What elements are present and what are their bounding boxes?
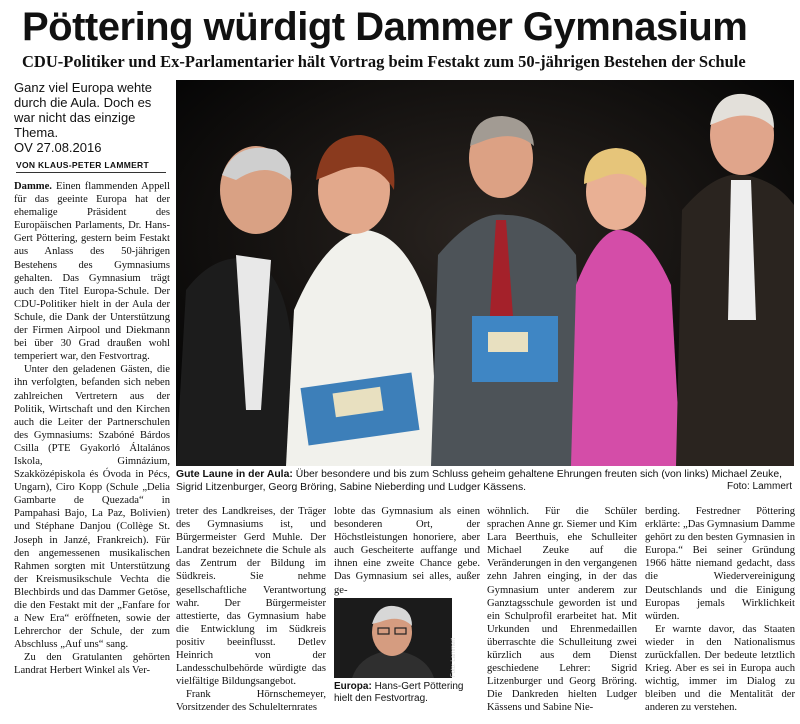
portrait-photo	[334, 598, 457, 678]
article-column-4	[487, 505, 637, 715]
paragraph: berding. Festredner Pöttering erklärte: „Das Gymnasium Damme gehört zu den besten Gymnasien in Europa.“ Bei seiner Gründung 1966 hätte niemand gedacht, dass die Wiedervereinigung Deutschlands und die Einigung Europas jemals Wirklichkeit würden.	[645, 506, 795, 622]
paragraph: wöhnlich. Für die Schüler sprachen Anne gr. Siemer und Kim Lara Beerthuis, ehe Schulleiter Michael Zeuke auf die Veränderungen in den vergangenen zehn Jahren einging, in der das Gymnasium unter anderem zur Ganztagsschule geworden ist und ein Schulprofil erarbeitet hat. Mit Urkunden und Ehrenmedaillen überraschte die Schulleitung zwei kürzlich aus dem Dienst geschiedene Lehrer: Sigrid Litzenburger und Georg Bröring. Die Dankreden hielten Ludger Kässens und Sabine Nie-	[487, 506, 637, 714]
article-column-1	[14, 180, 170, 678]
paragraph: treter des Landkreises, der Träger des Gymnasiums ist, und Bürgermeister Gerd Muhle. Der Landrat bezeichnete die Schule als das Zentrum der Bildung im Südkreis. Sie nehme gesellschaftliche Verantwortung wahr. Der Bürgermeister attestierte, das Gymnasium habe die Entwicklung im Südkreis positiv beeinflusst. Detlev Heinrich von der Landesschulbehörde würdigte das vielfältige Bildungsangebot.	[176, 506, 326, 688]
photo-caption	[176, 468, 794, 494]
byline: VON KLAUS-PETER LAMMERT	[16, 160, 149, 170]
byline-divider	[16, 172, 166, 173]
portrait-caption-text: Hans-Gert Pöttering hielt den Festvortrag.	[334, 681, 464, 704]
headline: Pöttering würdigt Dammer Gymnasium	[22, 5, 748, 49]
handwritten-note	[14, 80, 174, 155]
group-photo	[176, 80, 794, 466]
note-date: OV 27.08.2016	[14, 140, 102, 155]
paragraph: lobte das Gymnasium als einen besonderen Ort, der Höchstleistungen honoriere, aber auch Gescheiterte auffange und ihnen eine zweite Chance gebe. Das Gymnasium sei alles, außer ge-	[334, 506, 480, 596]
paragraph: Zu den Gratulanten gehörten Landrat Herbert Winkel als Ver-	[14, 652, 170, 677]
paragraph: Er warnte davor, das Staaten wieder in den Nationalismus zurückfallen. Der bedeute letztlich Krieg. Aber es sei in Europa auch wichtig, immer im Dialog zu bleiben und die Mentalität der anderen zu verstehen.	[645, 623, 795, 714]
note-text: Ganz viel Europa wehte durch die Aula. Doch es war nicht das einzige Thema.	[14, 80, 153, 140]
subheadline: CDU-Politiker und Ex-Parlamentarier hält Vortrag beim Festakt zum 50-jährigen Bestehen der Schule	[22, 52, 746, 71]
article-column-3	[334, 505, 480, 597]
portrait-caption	[334, 681, 480, 705]
portrait-caption-lead: Europa:	[334, 681, 372, 692]
paragraph: Frank Hörnschemeyer, Vorsitzender des Schulelternrates	[176, 689, 326, 714]
photo-credit: Foto: Lammert	[726, 481, 792, 492]
dateline: Damme.	[14, 181, 52, 192]
article-column-2	[176, 505, 326, 715]
article-column-5	[645, 505, 795, 715]
portrait-credit: Foto: Lammert	[451, 638, 457, 678]
paragraph: Einen flammenden Appell für das geeinte Europa hat der ehemalige Präsident des Europäischen Parlaments, Dr. Hans-Gert Pöttering, gestern beim Festakt aus Anlass des 50-jährigen Bestehens des Gymnasiums gehalten. Das Gymnasium trägt auch den Titel Europa-Schule. Der CDU-Politiker hielt in der Aula der Schule, die Dank der Unterstützung der Firmen Airpool und Diekmann bei über 30 Grad draußen wohl temperiert war, den Festvortrag.	[14, 181, 170, 363]
paragraph: Unter den geladenen Gästen, die ihn verfolgten, befanden sich neben zahlreichen Vertretern aus der Politik, Wirtschaft und den Kirchen auch die Leiter der Partnerschulen des Gymnasiums: Szabóné Bárdos Csilla (PTE Gyakorló Általános Iskola, Gimnázium, Szakközépiskola és Óvoda in Pécs, Ungarn), Ciro Kopp (Schule „Delia Gambarte de Quezada“ in Pampahasi Bajo, La Paz, Bolivien) und Stéphane Danjou (Collège St. Joseph in Janzé, Frankreich). Für den angemessenen musikalischen Rahmen sorgten mit Unterstützung der Kreismusikschule Vechta die Blechbirds und das Dammer Getöse, die den Festakt mit der „Fanfare for a New Era“ eröffneten, sowie der Lehrerchor der Schule, der zum Abschluss „Auf uns“ sang.	[14, 364, 170, 651]
caption-lead: Gute Laune in der Aula:	[176, 469, 293, 480]
caption-text: Über besondere und bis zum Schluss geheim gehaltene Ehrungen freuten sich (von links) Michael Zeuke, Sigrid Litzenburger, Georg Bröring, Sabine Nieberding und Ludger Kässens.	[176, 469, 783, 493]
